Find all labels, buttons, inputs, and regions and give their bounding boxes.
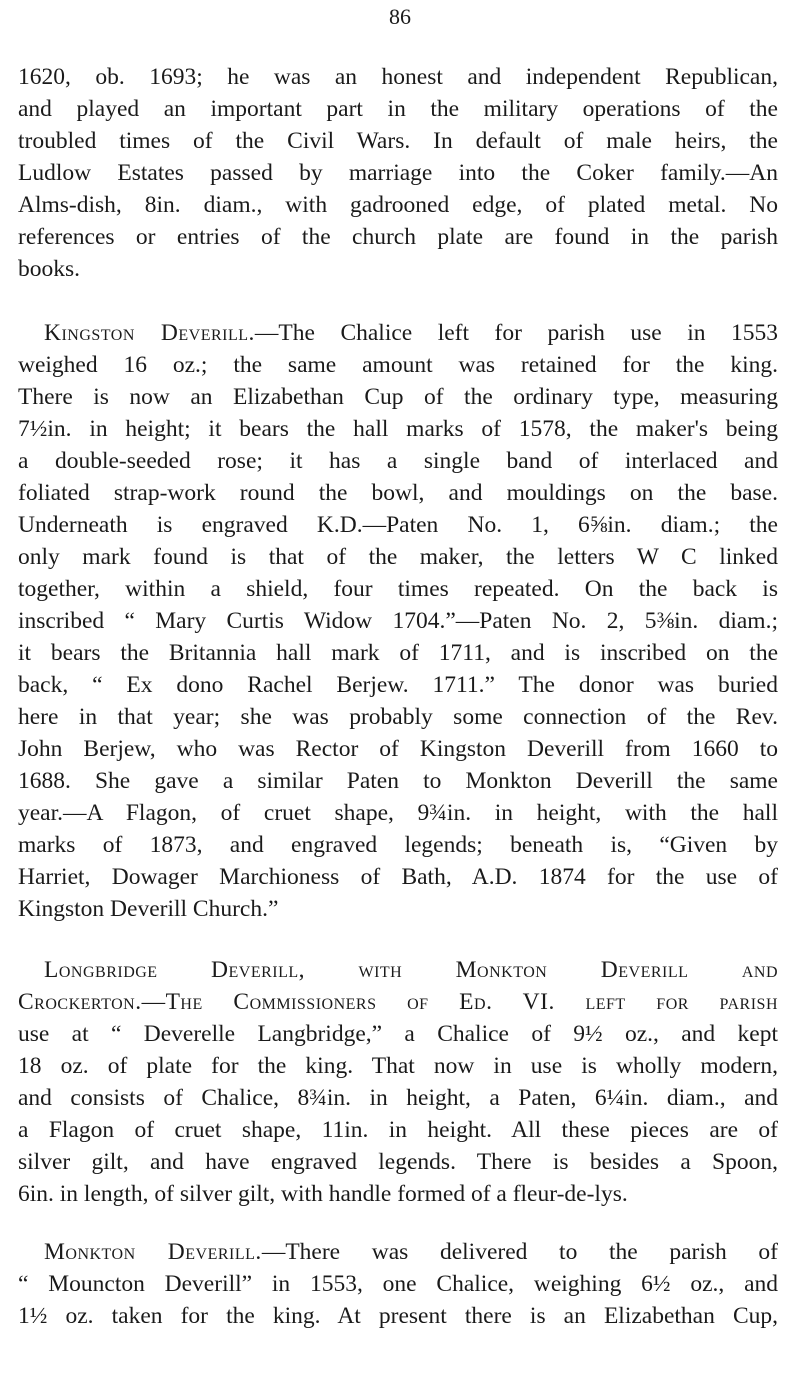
text-line — [18, 317, 778, 349]
text-line: only mark found is that of the maker, the letters W C linked — [18, 544, 778, 570]
text-line: 1620, ob. 1693; he was an honest and independent Republican, — [18, 64, 778, 90]
text-line: it bears the Britannia hall mark of 1711, and is inscribed on the — [18, 640, 778, 666]
paragraph-ludlow — [18, 61, 778, 285]
text-line: 6in. in length, of silver gilt, with handle formed of a fleur-de-lys. — [18, 1181, 628, 1207]
section-heading: Monkton Deverill. — [44, 1239, 262, 1265]
text-run: —There was delivered to the parish of — [261, 1239, 778, 1265]
text-line: Alms-dish, 8in. diam., with gadrooned edge, of plated metal. No — [18, 192, 778, 218]
text-line: a double-seeded rose; it has a single band of interlaced and — [18, 448, 778, 474]
text-line: marks of 1873, and engraved legends; beneath is, “Given by — [18, 832, 778, 858]
text-line: here in that year; she was probably some connection of the Rev. — [18, 704, 778, 730]
page-number: 86 — [389, 4, 411, 29]
paragraph-kingston-deverill — [18, 317, 778, 925]
text-line: inscribed “ Mary Curtis Widow 1704.”—Paten No. 2, 5⅜in. diam.; — [18, 608, 778, 634]
text-line: foliated strap-work round the bowl, and mouldings on the base. — [18, 480, 778, 506]
text-line: silver gilt, and have engraved legends. There is besides a Spoon, — [18, 1149, 778, 1175]
text-line: year.—A Flagon, of cruet shape, 9¾in. in height, with the hall — [18, 800, 778, 826]
section-heading-continued: Crockerton.—The Commissioners of Ed. VI. left for parish — [18, 989, 778, 1015]
text-line: together, within a shield, four times repeated. On the back is — [18, 576, 778, 602]
text-line: There is now an Elizabethan Cup of the ordinary type, measuring — [18, 384, 778, 410]
text-line: Ludlow Estates passed by marriage into the Coker family.—An — [18, 160, 778, 186]
text-line: references or entries of the church plate are found in the parish — [18, 224, 778, 250]
text-line: use at “ Deverelle Langbridge,” a Chalice of 9½ oz., and kept — [18, 1021, 778, 1047]
text-run: —The Chalice left for parish use in 1553 — [254, 320, 778, 346]
text-line: Underneath is engraved K.D.—Paten No. 1, 6⅝in. diam.; the — [18, 512, 778, 538]
text-line: 18 oz. of plate for the king. That now in use is wholly modern, — [18, 1053, 778, 1079]
text-line: 7½in. in height; it bears the hall marks of 1578, the maker's being — [18, 416, 778, 442]
text-line: weighed 16 oz.; the same amount was retained for the king. — [18, 352, 778, 378]
text-line: back, “ Ex dono Rachel Berjew. 1711.” The donor was buried — [18, 672, 778, 698]
text-line: troubled times of the Civil Wars. In default of male heirs, the — [18, 128, 778, 154]
section-heading: Kingston Deverill. — [44, 320, 255, 346]
paragraph-monkton-deverill — [18, 1236, 778, 1332]
section-heading: Longbridge Deverill, with Monkton Deverill and — [44, 957, 778, 983]
text-line: “ Mouncton Deverill” in 1553, one Chalice, weighing 6½ oz., and — [18, 1271, 778, 1297]
text-line: and consists of Chalice, 8¾in. in height, a Paten, 6¼in. diam., and — [18, 1085, 778, 1111]
text-line: books. — [18, 256, 81, 282]
text-line: 1½ oz. taken for the king. At present there is an Elizabethan Cup, — [18, 1303, 778, 1329]
text-line — [18, 986, 778, 1018]
text-line: a Flagon of cruet shape, 11in. in height. All these pieces are of — [18, 1117, 778, 1143]
text-line: Kingston Deverill Church.” — [18, 896, 279, 922]
text-line: and played an important part in the military operations of the — [18, 96, 778, 122]
text-line — [18, 1236, 778, 1268]
text-line: 1688. She gave a similar Paten to Monkton Deverill the same — [18, 768, 778, 794]
paragraph-longbridge-deverill — [18, 954, 778, 1210]
text-line: Harriet, Dowager Marchioness of Bath, A.D. 1874 for the use of — [18, 864, 778, 890]
text-line: John Berjew, who was Rector of Kingston Deverill from 1660 to — [18, 736, 778, 762]
